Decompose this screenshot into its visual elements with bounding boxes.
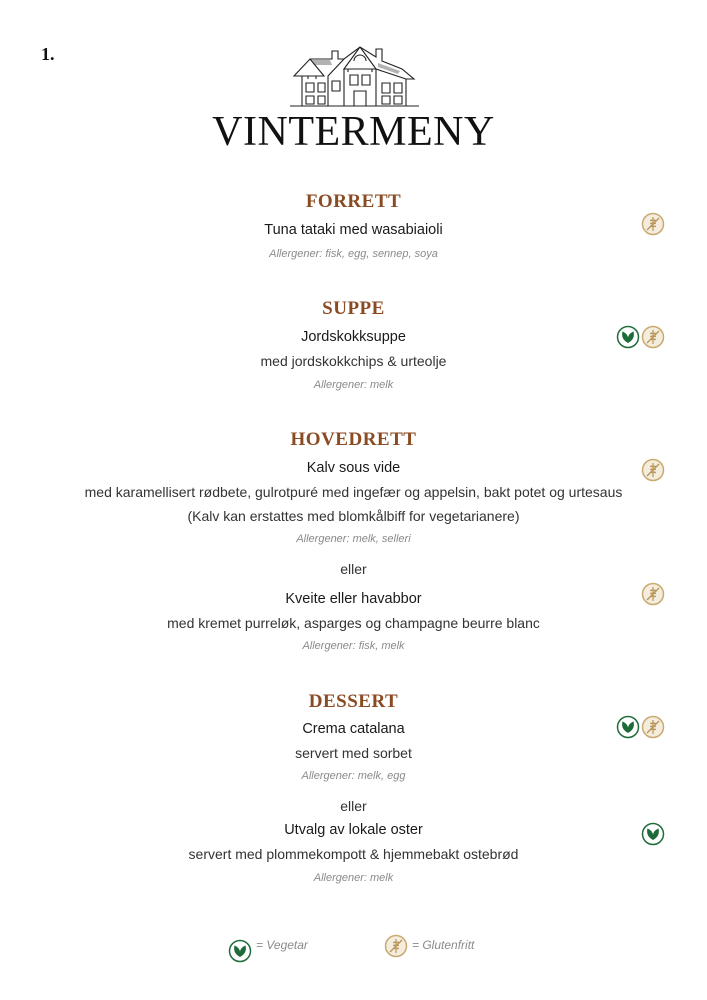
legend-vegetarian-icon [228,939,252,963]
dish-name: Utvalg av lokale oster [284,822,423,838]
page-number: 1. [41,44,55,64]
gluten-free-icon [641,458,665,482]
manor-house-icon [288,43,421,109]
dish-description: servert med sorbet [295,745,412,761]
dish-name: Tuna tataki med wasabiaioli [264,222,443,238]
gluten-free-icon [641,325,665,349]
dish-name: Crema catalana [302,721,405,737]
legend-gluten-free-icon [384,934,408,958]
dish-description: med jordskokkchips & urteolje [260,353,447,369]
dish-description: med kremet purreløk, asparges og champagne beurre blanc [167,615,540,631]
section-heading-dessert: DESSERT [308,691,399,712]
dish-name: Kalv sous vide [306,460,401,476]
allergen-text: Allergener: melk, egg [301,770,406,782]
separator-or: eller [340,798,367,814]
section-heading-forrett: FORRETT [305,191,402,212]
section-heading-hovedrett: HOVEDRETT [290,429,417,450]
dish-name: Jordskokksuppe [301,329,406,345]
separator-or: eller [340,561,367,577]
gluten-free-icon [641,212,665,236]
dish-note: (Kalv kan erstattes med blomkålbiff for vegetarianere) [187,508,520,524]
legend-vegetarian-label: = Vegetar [256,938,308,952]
gluten-free-icon [641,715,665,739]
dish-name: Kveite eller havabbor [285,591,422,607]
menu-title: VINTERMENY [212,109,495,155]
allergen-text: Allergener: fisk, egg, sennep, soya [269,248,438,260]
vegetarian-icon [641,822,665,846]
vegetarian-icon [616,325,640,349]
allergen-text: Allergener: melk [313,872,394,884]
dish-description: servert med plommekompott & hjemmebakt ostebrød [188,846,519,862]
dish-description: med karamellisert rødbete, gulrotpuré med ingefær og appelsin, bakt potet og urtesaus [84,484,623,500]
allergen-text: Allergener: melk [313,379,394,391]
legend-gluten-free-label: = Glutenfritt [412,938,475,952]
gluten-free-icon [641,582,665,606]
allergen-text: Allergener: fisk, melk [302,640,405,652]
allergen-text: Allergener: melk, selleri [296,533,411,545]
vegetarian-icon [616,715,640,739]
section-heading-suppe: SUPPE [322,298,385,319]
